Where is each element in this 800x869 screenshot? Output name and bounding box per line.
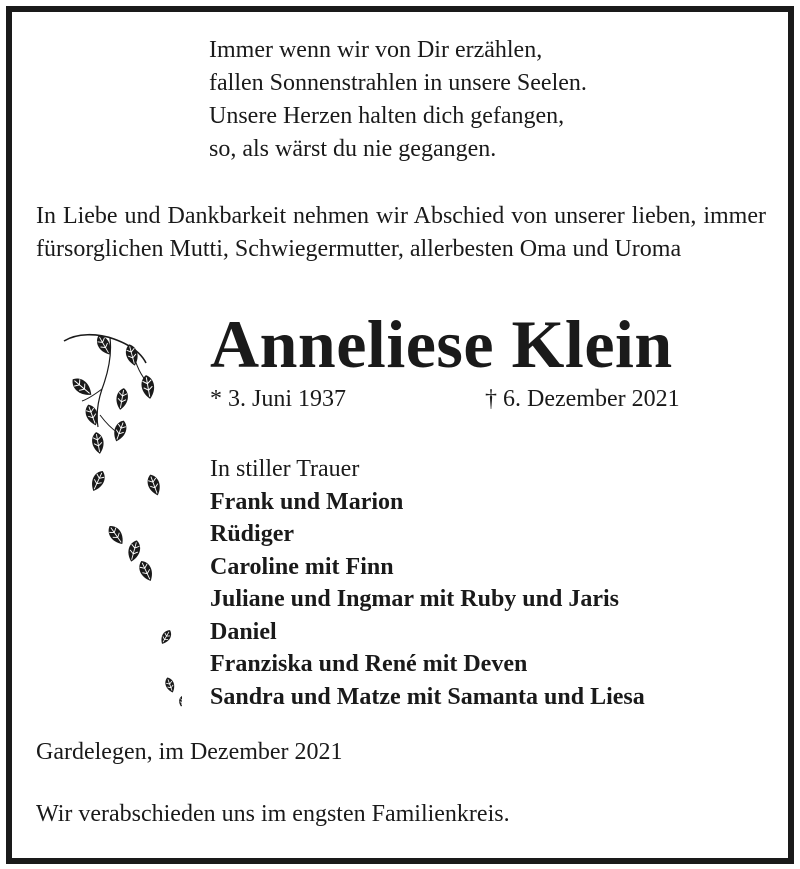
- mourners-list: [210, 453, 645, 713]
- poem-line: fallen Sonnenstrahlen in unsere Seelen.: [209, 70, 587, 96]
- closing-note: Wir verabschieden uns im engsten Familienkreis.: [36, 801, 510, 827]
- farewell-intro: In Liebe und Dankbarkeit nehmen wir Abschied von unserer lieben, immer fürsorglichen Mutti, Schwiegermutter, allerbesten Oma und Uroma: [36, 203, 766, 262]
- mourner: Frank und Marion: [210, 488, 404, 515]
- deceased-name: Anneliese Klein: [210, 306, 673, 382]
- mourner: Rüdiger: [210, 521, 294, 547]
- birth-date: * 3. Juni 1937: [210, 386, 347, 412]
- poem-line: Immer wenn wir von Dir erzählen,: [209, 37, 543, 63]
- obituary-notice: [6, 6, 794, 864]
- death-date: † 6. Dezember 2021: [485, 386, 680, 412]
- birch-leaves-icon: [42, 315, 182, 715]
- place-date: Gardelegen, im Dezember 2021: [36, 739, 343, 765]
- mourning-intro: In stiller Trauer: [210, 456, 360, 482]
- mourner: Juliane und Ingmar mit Ruby und Jaris: [210, 586, 620, 612]
- poem-line: so, als wärst du nie gegangen.: [209, 136, 497, 162]
- mourner: Sandra und Matze mit Samanta und Liesa: [210, 683, 645, 710]
- mourner: Daniel: [210, 618, 277, 645]
- mourner: Franziska und René mit Deven: [210, 651, 528, 677]
- mourner: Caroline mit Finn: [210, 553, 394, 580]
- poem: [209, 34, 587, 166]
- poem-line: Unsere Herzen halten dich gefangen,: [209, 103, 565, 129]
